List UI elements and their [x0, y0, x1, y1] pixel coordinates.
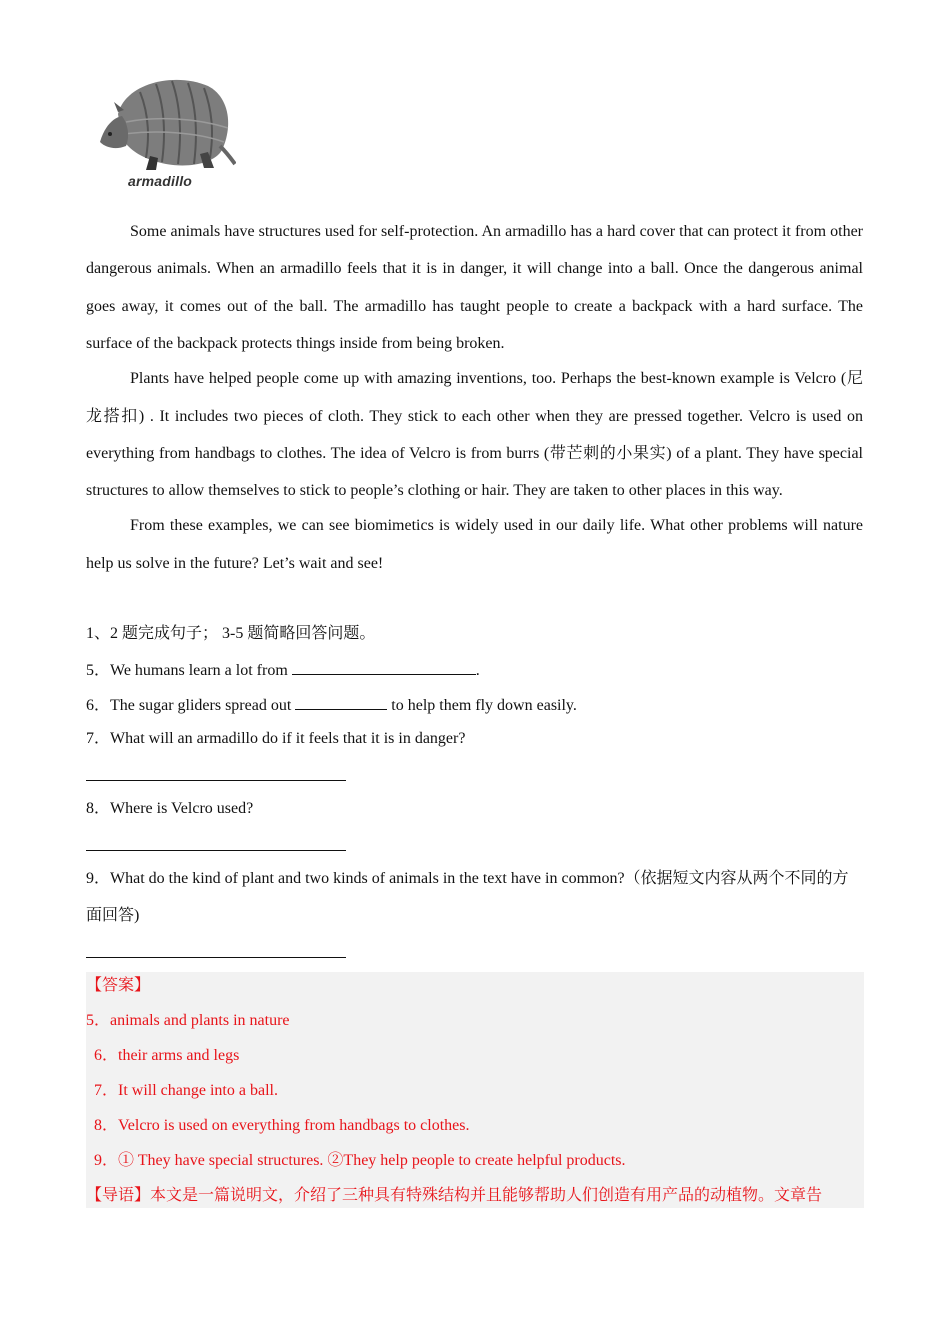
question-8: 8．Where is Velcro used? [86, 800, 254, 817]
answer-line-8[interactable] [86, 850, 346, 851]
answer-header: 【答案】 [86, 977, 151, 994]
question-6-blank[interactable] [295, 694, 387, 710]
passage [86, 213, 863, 582]
answer-8: 8．Velcro is used on everything from handbags to clothes. [94, 1117, 470, 1134]
question-5-suffix: . [475, 662, 480, 679]
question-5-text: 5．We humans learn a lot from [86, 662, 288, 679]
answer-7: 7．It will change into a ball. [94, 1082, 278, 1099]
question-5 [86, 659, 863, 681]
question-7: 7．What will an armadillo do if it feels that it is in danger? [86, 730, 466, 747]
passage-paragraph-1: Some animals have structures used for self-protection. An armadillo has a hard cover that can protect it from other dangerous animals. When an armadillo feels that it is in danger, it will change into a ball. Once the dangerous animal goes away, it comes out of the ball. The armadillo has taught people to create a backpack with a hard surface. The surface of the backpack protects things inside from being broken. [86, 223, 863, 353]
answer-9: 9．① They have special structures. ②They help people to create helpful products. [94, 1152, 626, 1169]
question-6-suffix: to help them fly down easily. [391, 697, 577, 714]
question-9: 9．What do the kind of plant and two kinds of animals in the text have in common?（依据短文内容从两个不同的方面回答) [86, 870, 849, 924]
question-6 [86, 694, 863, 716]
guide-text: 【导语】本文是一篇说明文，介绍了三种具有特殊结构并且能够帮助人们创造有用产品的动植物。文章告 [86, 1187, 823, 1204]
question-6-text: 6．The sugar gliders spread out [86, 697, 292, 714]
answer-5: 5．animals and plants in nature [86, 1012, 290, 1029]
answer-6: 6．their arms and legs [94, 1047, 240, 1064]
instructions: 1、2 题完成句子； 3-5 题简略回答问题。 [86, 625, 376, 642]
answer-line-7[interactable] [86, 780, 346, 781]
armadillo-icon [96, 72, 236, 172]
passage-paragraph-3: From these examples, we can see biomimetics is widely used in our daily life. What other problems will nature help us solve in the future? Let’s wait and see! [86, 517, 863, 572]
passage-paragraph-2: Plants have helped people come up with amazing inventions, too. Perhaps the best-known example is Velcro (尼龙搭扣) . It includes two pieces of cloth. They stick to each other when they are pressed together. Velcro is used on everything from handbags to clothes. The idea of Velcro is from burrs (带芒刺的小果实) of a plant. They have special structures to allow themselves to stick to people’s clothing or hair. They are taken to other places in this way. [86, 370, 863, 500]
figure-caption: armadillo [128, 173, 193, 189]
question-5-blank[interactable] [292, 659, 476, 675]
answer-line-9[interactable] [86, 957, 346, 958]
